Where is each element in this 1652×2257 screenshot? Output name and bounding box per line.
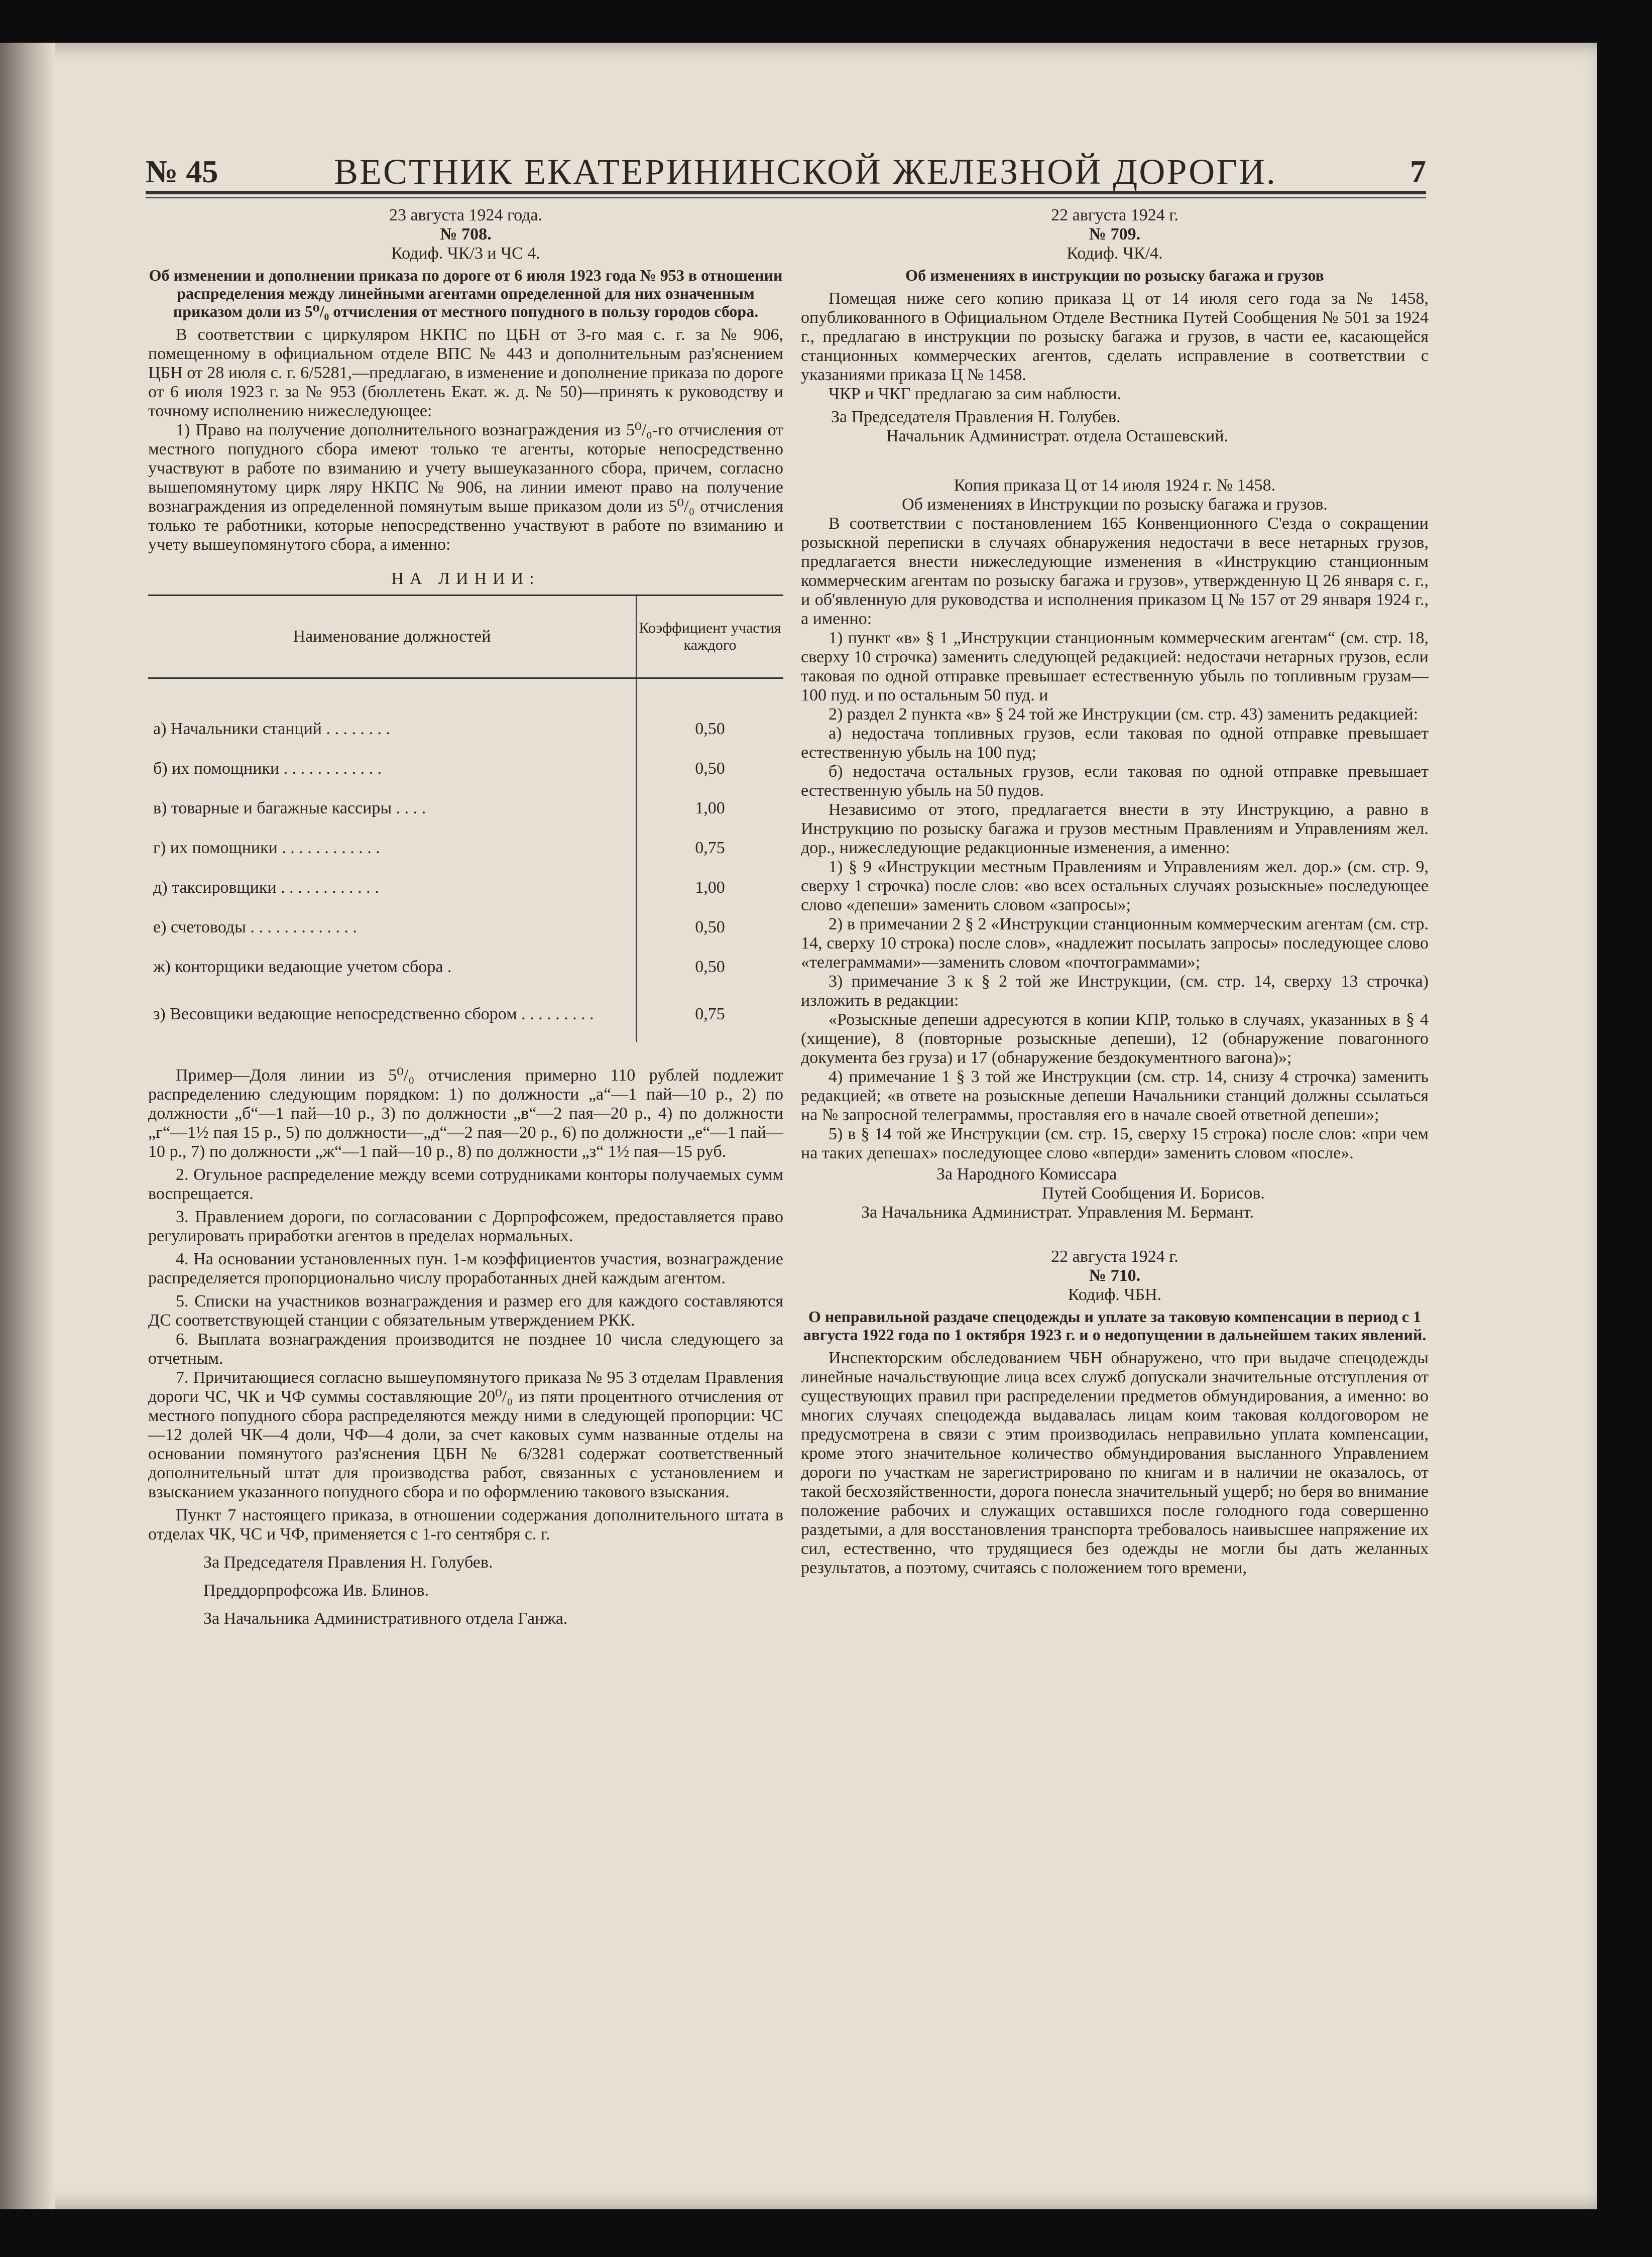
copy-order-para: 1) § 9 «Инструкции местным Правлениям и Управлениям жел. дор.» (см. стр. 9, сверху 1 строчка) после слов: «во всех остальных случаях розыскные» последующее слово «депеши» заменить словом «запросы»; — [801, 858, 1429, 914]
table-row — [148, 987, 783, 1042]
table-row — [148, 907, 783, 947]
order-710-number: № 710. — [1089, 1266, 1141, 1285]
newspaper-page — [0, 43, 1597, 2209]
copy-order-para: 2) раздел 2 пункта «в» § 24 той же Инструкции (см. стр. 43) заменить редакцией: — [829, 705, 1419, 724]
order-708-para: 1) Право на получение дополнительного вознаграждения из 5⁰/₀-го отчисления от местного попудного сбора имеют только те агенты, которые непосредственно участвуют в работе по взиманию и учету вышеуказанного сбора, причем, согласно вышепомянутому цирк ляру НКПС № 906, на линии имеют право на получение вознаграждения из определенной помянутым выше приказом доли из 5⁰/₀ отчисления только те работники, которые непосредственно участвуют в работе по взиманию и учету вышеупомянутого сбора, а именно: — [148, 421, 783, 554]
on-line-label: НА ЛИНИИ: — [391, 569, 540, 588]
order-709-number: № 709. — [1089, 225, 1141, 244]
position-name: а) Начальники станций . . . . . . . . — [153, 719, 390, 738]
coefficient-value: 0,75 — [636, 987, 783, 1042]
issue-number: № 45 — [146, 154, 218, 189]
newspaper-title: ВЕСТНИК ЕКАТЕРИНИНСКОЙ ЖЕЛЕЗНОЙ ДОРОГИ. — [334, 152, 1277, 192]
table-row — [148, 947, 783, 987]
coefficients-table — [148, 595, 783, 1042]
copy-order-subtitle: Об изменениях в Инструкции по розыску багажа и грузов. — [902, 495, 1328, 514]
copy-order-para: Независимо от этого, предлагается внести в эту Инструкцию, а равно в Инструкцию по розыску багажа и грузов местным Правлениям и Управлениям жел. дор., нижеследующие редакционные изменения, а именно: — [801, 800, 1429, 857]
copy-order-para: 5) в § 14 той же Инструкции (см. стр. 15, сверху 15 строка) после слов: «при чем на таких депешах» последующее слово «вперди» заменить словом «после». — [801, 1125, 1429, 1162]
table-row — [148, 678, 783, 749]
copy-order-para: «Розыскные депеши адресуются в копии КПР, только в случаях, указанных в § 4 (хищение), 8 (повторные розыскные депеши), 12 (обнаружение повагонного документа без груза) и 17 (обнаружение бездокументного вагона)»; — [801, 1010, 1429, 1067]
table-row — [148, 868, 783, 907]
coefficient-value: 1,00 — [636, 788, 783, 828]
order-708-para: В соответствии с циркуляром НКПС по ЦБН от 3-го мая с. г. за № 906, помещенному в официальном отделе ВПС № 443 и дополнительным раз'яснением ЦБН от 28 июля с. г. 6/5281,—предлагаю, в изменение и дополнение приказа по дороге от 6 июля 1923 г. за № 953 (бюллетень Екат. ж. д. № 50)—принять к руководству и точному исполнению нижеследующее: — [148, 325, 783, 420]
right-column — [801, 206, 1429, 1578]
masthead-rule — [146, 191, 1426, 194]
table-row — [148, 749, 783, 788]
order-708-number: № 708. — [440, 225, 492, 244]
table-header-coefficient: Коэффициент участия каждого — [636, 596, 783, 678]
order-708-para: 5. Списки на участников вознаграждения и размер его для каждого составляются ДС соответствующей станции с обязательным утверждением РКК. — [148, 1292, 783, 1330]
copy-order-para: 1) пункт «в» § 1 „Инструкции станционным коммерческим агентам“ (см. стр. 18, сверху 10 строчка) заменить следующей редакцией: недостачи нетарных грузов, если таковая по одной отправке превышает естественную убыль по топливным грузам—100 пуд. и по остальным 50 пуд. и — [801, 629, 1429, 704]
position-name: в) товарные и багажные кассиры . . . . — [153, 798, 426, 817]
order-708-para: 4. На основании установленных пун. 1-м коэффициентов участия, вознаграждение распределяется пропорционально числу проработанных дней каждым агентом. — [148, 1250, 783, 1287]
table-row — [148, 828, 783, 868]
signature: Начальник Администрат. отдела Осташевский. — [886, 427, 1229, 445]
signature: За Начальника Административного отдела Ганжа. — [203, 1609, 568, 1628]
order-709-codif: Кодиф. ЧК/4. — [1067, 244, 1163, 263]
order-710-date: 22 августа 1924 г. — [1051, 1247, 1178, 1266]
signature: За Председателя Правления Н. Голубев. — [203, 1553, 493, 1572]
coefficient-value: 0,50 — [636, 678, 783, 749]
signature: Преддорпрофсожа Ив. Блинов. — [203, 1581, 429, 1600]
position-name: з) Весовщики ведающие непосредственно сбором . . . . . . . . . — [153, 1005, 594, 1023]
order-708-para: Пункт 7 настоящего приказа, в отношении содержания дополнительного штата в отделах ЧК, ЧС и ЧФ, применяется с 1-го сентября с. г. — [148, 1506, 783, 1543]
masthead-rule-thin — [146, 197, 1426, 198]
copy-order-para: 2) в примечании 2 § 2 «Инструкции станционным коммерческим агентам (см. стр. 14, сверху 10 строка) после слов», «надлежит посылать запросы» последующее слово «телеграммами»—заменить словом «почтограммами»; — [801, 915, 1429, 972]
order-709-date: 22 августа 1924 г. — [1051, 206, 1178, 224]
copy-order-para: 4) примечание 1 § 3 той же Инструкции (см. стр. 14, снизу 4 строчка) заменить редакцией; «в ответе на розыскные депеши Начальники станций должны ссылаться на № запросной телеграммы, проставляя его в начале своей ответной депеши»; — [801, 1067, 1429, 1124]
copy-order-para: В соответствии с постановлением 165 Конвенционного С'езда о сокращении розыскной переписки в случаях обнаружения недостачи в весе нетарных грузов, предлагается внести нижеследующие изменения в «Инструкцию станционным коммерческим агентам по розыску багажа и грузов», утвержденную Ц 26 января с. г., и об'явленную для руководства и исполнения приказом Ц № 157 от 29 января 1924 г., а именно: — [801, 514, 1429, 628]
signature: Путей Сообщения И. Борисов. — [1042, 1184, 1265, 1203]
position-name: г) их помощники . . . . . . . . . . . . — [153, 838, 380, 857]
order-709-para: ЧКР и ЧКГ предлагаю за сим наблюсти. — [829, 385, 1122, 403]
coefficient-value: 0,50 — [636, 907, 783, 947]
table-row — [148, 788, 783, 828]
order-710-heading: О неправильной раздаче спецодежды и уплате за таковую компенсации в период с 1 августа 1922 года по 1 октября 1923 г. и о недопущении в дальнейшем таких явлений. — [803, 1308, 1427, 1344]
order-710-para: Инспекторским обследованием ЧБН обнаружено, что при выдаче спецодежды линейные начальствующие лица всех служб допускали значительные отступления от существующих правил при распределении предметов обмундирования, а именно: во многих случаях спецодежда выдавалась лицам коим таковая колдоговором не предусмотрена в связи с этим производилась неправильно уплата компенсации, кроме этого значительное количество обмундирования высланного Управлением дороги по участкам не зарегистрировано по книгам и в наличии не оказалось, от такой бесхозяйственности, дорога понесла значительный ущерб; но беря во внимание положение рабочих и служащих оставшихся после голодного года совершенно раздетыми, а для восстановления транспорта требовалось наивысшее напряжение их сил, естественно, что трудящиеся без одежды не могли бы дать желанных результатов, а поэтому, считаясь с положением того времени, — [801, 1349, 1429, 1577]
order-708-date: 23 августа 1924 года. — [389, 206, 543, 224]
order-708-codif: Кодиф. ЧК/3 и ЧС 4. — [391, 244, 540, 263]
coefficient-value: 0,50 — [636, 947, 783, 987]
order-708-heading: Об изменении и дополнении приказа по дороге от 6 июля 1923 года № 953 в отношении распределения между линейными агентами определенной для них означенным приказом доли из 5⁰/₀ отчисления от местного попудного в пользу городов сбора. — [149, 266, 783, 320]
signature: За Начальника Администрат. Управления М. Бермант. — [861, 1203, 1254, 1222]
table-header-position: Наименование должностей — [148, 596, 636, 678]
position-name: б) их помощники . . . . . . . . . . . . — [153, 759, 382, 778]
page-number: 7 — [1410, 154, 1426, 189]
coefficient-value: 1,00 — [636, 868, 783, 907]
copy-order-para: б) недостача остальных грузов, если таковая по одной отправке превышает естественную убыль на 50 пудов. — [801, 762, 1429, 800]
coefficient-value: 0,75 — [636, 828, 783, 868]
position-name: ж) конторщики ведающие учетом сбора . — [153, 957, 452, 976]
order-709-para: Помещая ниже сего копию приказа Ц от 14 июля сего года за № 1458, опубликованного в Официальном Отделе Вестника Путей Сообщения № 501 за 1924 г., предлагаю в инструкции по розыску багажа и грузов, в части ее, касающейся станционных коммерческих агентов, сделать исправление в соответствии с указаниями приказа Ц № 1458. — [801, 289, 1429, 384]
copy-order-title: Копия приказа Ц от 14 июля 1924 г. № 1458. — [954, 476, 1276, 495]
order-708-para: Пример—Доля линии из 5⁰/₀ отчисления примерно 110 рублей подлежит распределению следующим порядком: 1) по должности „а“—1 пай—10 р., 2) по должности „б“—1 пай—10 р., 3) по должности „в“—2 пая—20 р., 4) по должности „г“—1½ пая 15 р., 5) по должности—„д“—2 пая—20 р., 6) по должности „е“—1 пай—10 р., 7) по должности „ж“—1 пай—10 р., 8) по должности „з“ 1½ пая—15 руб. — [148, 1066, 783, 1161]
position-name: д) таксировщики . . . . . . . . . . . . — [153, 878, 379, 897]
left-column — [148, 206, 783, 1628]
coefficient-value: 0,50 — [636, 749, 783, 788]
order-708-para: 7. Причитающиеся согласно вышеупомянутого приказа № 95 3 отделам Правления дороги ЧС, ЧК и ЧФ суммы составляющие 20⁰/₀ из пяти процентного отчисления от местного попудного сбора распределяются между ними в следующей пропорции: ЧС—12 долей ЧК—4 доли, ЧФ—4 доли, за счет каковых сумм названные отделы на основании помянутого раз'яснения ЦБН № 6/3281 содержат соответственный дополнительный штат для производства работ, связанных с установлением и взысканием указанного попудного сбора и по оформлению такового взыскания. — [148, 1368, 783, 1501]
copy-order-para: а) недостача топливных грузов, если таковая по одной отправке превышает естественную убыль на 100 пуд; — [801, 724, 1429, 762]
order-708-para: 3. Правлением дороги, по согласовании с Дорпрофсожем, предоставляется право регулировать приработки агентов в пределах нормальных. — [148, 1208, 783, 1245]
signature: За Председателя Правления Н. Голубев. — [831, 408, 1121, 426]
signature: За Народного Комиссара — [936, 1165, 1117, 1183]
order-708-para: 2. Огульное распределение между всеми сотрудниками конторы получаемых сумм воспрещается. — [148, 1165, 783, 1203]
order-710-codif: Кодиф. ЧБН. — [1068, 1285, 1162, 1304]
copy-order-para: 3) примечание 3 к § 2 той же Инструкции, (см. стр. 14, сверху 13 строчка) изложить в редакции: — [801, 972, 1429, 1010]
masthead — [146, 153, 1426, 193]
order-708-para: 6. Выплата вознаграждения производится не позднее 10 числа следующего за отчетным. — [148, 1330, 783, 1368]
order-709-heading: Об изменениях в инструкции по розыску багажа и грузов — [905, 266, 1324, 284]
position-name: е) счетоводы . . . . . . . . . . . . . — [153, 917, 357, 936]
